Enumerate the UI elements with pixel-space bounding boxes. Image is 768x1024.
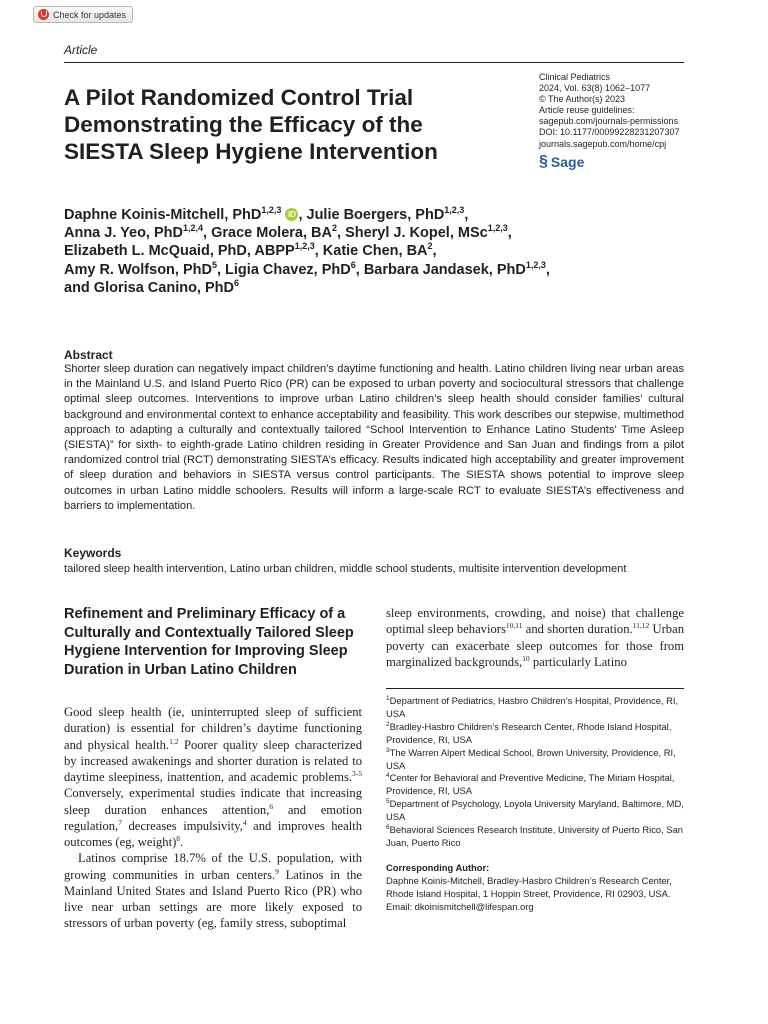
body-text-run: Poorer quality sleep characterized by increased awakenings and shorter duration is related to daytime sleepiness, inattention, and academic problems. — [64, 737, 362, 784]
body-text-run: and shorten duration. — [522, 622, 633, 637]
abstract-heading: Abstract — [64, 348, 113, 362]
doi[interactable]: DOI: 10.1177/00099228231207307 — [539, 127, 680, 138]
author-separator: , — [314, 243, 323, 260]
orcid-icon[interactable]: iD — [285, 208, 298, 221]
corresponding-author — [386, 862, 686, 914]
affiliation-text: Bradley-Hasbro Children’s Research Center, Rhode Island Hospital, Providence, RI, USA — [386, 720, 672, 745]
author-separator: , — [464, 207, 469, 223]
body-text-run: particularly Latino — [529, 654, 627, 669]
keywords-heading: Keywords — [64, 546, 122, 560]
publisher-name: Sage — [550, 154, 585, 170]
body-text-run: Good sleep health (ie, uninterrupted sleep of sufficient duration) is essential for children’s daytime functioning and physical health. — [64, 705, 362, 752]
author-affiliation-ref: 1,2,3 — [525, 259, 546, 270]
body-text-run: and emotion regulation, — [64, 802, 362, 833]
reuse-link[interactable]: sagepub.com/journals-permissions — [539, 116, 679, 127]
citation-ref: 4 — [242, 817, 247, 827]
citation-ref: 8 — [176, 833, 181, 843]
author-name: Grace Molera, BA — [211, 225, 332, 242]
author-name: Amy R. Wolfson, PhD — [64, 261, 212, 278]
author-affiliation-ref: 5 — [211, 259, 217, 270]
body-paragraph — [64, 850, 362, 931]
author-list — [64, 206, 684, 297]
author-separator: , — [298, 207, 307, 223]
affiliation-item — [386, 721, 686, 747]
author-affiliation-ref: 1,2,3 — [294, 241, 315, 252]
corresponding-address: Daphne Koinis-Mitchell, Bradley-Hasbro Children’s Research Center, Rhode Island Hospital, 1 Hoppin Street, Providence, RI 02903, USA. — [386, 874, 672, 899]
affiliation-text: Behavioral Sciences Research Institute, University of Puerto Rico, San Juan, Puerto Rico — [386, 824, 683, 848]
author-separator: , — [355, 261, 364, 278]
copyright: © The Author(s) 2023 — [539, 94, 626, 105]
author-affiliation-ref: 6 — [234, 277, 240, 288]
author-name: Barbara Jandasek, PhD — [363, 261, 526, 278]
author-name: Elizabeth L. McQuaid, PhD, ABPP — [64, 243, 295, 260]
body-text-run: . — [180, 835, 184, 849]
citation-ref: 6 — [269, 801, 274, 811]
author-name: Sheryl J. Kopel, MSc — [345, 225, 488, 242]
author-separator: , — [507, 225, 512, 242]
citation-ref: 3-5 — [352, 768, 362, 778]
affiliation-text: Center for Behavioral and Preventive Medicine, The Miriam Hospital, Providence, RI, USA — [386, 772, 675, 797]
citation-ref: 10 — [522, 653, 530, 663]
affiliation-item — [386, 695, 686, 721]
reuse-label: Article reuse guidelines: — [539, 105, 635, 116]
crossmark-icon — [38, 9, 49, 20]
author-separator: , — [337, 225, 346, 242]
author-affiliation-ref: 6 — [350, 259, 356, 270]
author-separator: , — [216, 261, 226, 278]
affiliation-item — [386, 798, 686, 824]
citation-ref: 7 — [118, 817, 122, 827]
author-affiliation-ref: 1,2,4 — [183, 223, 204, 234]
keywords-text: tailored sleep health intervention, Latino urban children, middle school students, multisite intervention development — [64, 563, 627, 575]
body-text-run: sleep environments, crowding, and noise) that challenge optimal sleep behaviors — [386, 606, 684, 637]
author-affiliation-ref: 1,2,3 — [261, 205, 282, 216]
body-text-run: Conversely, experimental studies indicate that increasing sleep duration enhances attention, — [64, 786, 362, 817]
affiliation-number: 2 — [386, 720, 390, 728]
article-type-label: Article — [64, 43, 98, 57]
author-affiliation-ref: 2 — [331, 223, 337, 234]
body-text-run: Latinos in the Mainland United States and Island Puerto Rico (PR) who live near urban settings are more likely exposed to stressors of urban poverty (eg, family stress, suboptimal — [64, 867, 362, 931]
affiliation-text: Department of Psychology, Loyola University Maryland, Baltimore, MD, USA — [386, 798, 684, 823]
author-affiliation-ref: 1,2,3 — [487, 223, 508, 234]
affiliation-number: 6 — [386, 823, 390, 831]
body-column-left — [64, 704, 362, 932]
section-heading: Refinement and Preliminary Efficacy of a Culturally and Contextually Tailored Sleep Hygiene Intervention for Improving Sleep Duration in Urban Latino Children — [64, 606, 354, 678]
affiliation-text: The Warren Alpert Medical School, Brown University, Providence, RI, USA — [386, 746, 676, 771]
check-for-updates-label: Check for updates — [53, 9, 127, 20]
author-name: Katie Chen, BA — [322, 243, 428, 260]
body-text-run: decreases impulsivity, — [121, 818, 243, 833]
body-text-run: Urban poverty can exacerbate sleep outcomes for those from marginalized backgrounds, — [386, 622, 684, 669]
citation-ref: 10,11 — [505, 621, 523, 631]
sage-s-icon: § — [539, 153, 548, 170]
author-separator: , — [432, 243, 437, 260]
corresponding-email[interactable]: Email: dkoinismitchell@lifespan.org — [386, 900, 534, 912]
volume-info: 2024, Vol. 63(8) 1062–1077 — [539, 83, 651, 94]
citation-ref: 11,12 — [632, 621, 650, 631]
author-name: Anna J. Yeo, PhD — [64, 225, 183, 242]
affiliation-number: 5 — [386, 798, 390, 806]
body-column-right — [386, 605, 684, 670]
journal-link[interactable]: journals.sagepub.com/home/cpj — [539, 138, 667, 149]
article-title: A Pilot Randomized Control Trial Demonstrating the Efficacy of the SIESTA Sleep Hygiene Intervention — [64, 85, 438, 164]
affiliation-number: 4 — [386, 772, 390, 780]
corresponding-label: Corresponding Author: — [386, 862, 490, 873]
body-text-run: and improves health outcomes (eg, weight) — [64, 818, 362, 849]
abstract-text: Shorter sleep duration can negatively impact children’s daytime functioning and health. Latino children living near urban areas in the Mainland U.S. and Island Puerto Rico (PR) can be exposed to urban poverty and sociocultural stressors that challenge optimal sleep outcomes. Interventions to improve urban Latino children’s sleep health should consider families’ cultural background and environmental context to enhance acceptability and feasibility. This work describes our stepwise, multimethod approach to adapting a culturally and contextually tailored “School Intervention to Enhance Latino Students’ Time Asleep (SIESTA)” for sixth- to eighth-grade Latino children residing in Greater Providence and San Juan and findings from a pilot randomized control trial (RCT) demonstrating SIESTA’s efficacy. Results indicated high acceptability and greater improvement of sleep duration and behaviors in SIESTA versus control participants. The SIESTA shows potential to improve sleep outcomes in urban Latino middle schoolers. Results will inform a large-scale RCT to evaluate SIESTA’s effectiveness and barriers to implementation. — [64, 363, 684, 512]
affiliation-number: 3 — [386, 746, 390, 754]
author-affiliation-ref: 1,2,3 — [444, 205, 465, 216]
author-name: Julie Boergers, PhD — [306, 207, 445, 223]
header-rule — [64, 62, 684, 63]
author-name: Ligia Chavez, PhD — [225, 261, 351, 278]
sage-logo — [539, 154, 584, 170]
affiliation-item — [386, 772, 686, 798]
author-affiliation-ref: 2 — [427, 241, 433, 252]
author-separator: , — [545, 261, 550, 278]
footnote-rule — [386, 688, 684, 689]
journal-meta — [539, 72, 679, 150]
affiliation-item — [386, 747, 686, 773]
affiliation-number: 1 — [386, 694, 390, 702]
journal-name: Clinical Pediatrics — [539, 72, 611, 82]
affiliation-text: Department of Pediatrics, Hasbro Children’s Hospital, Providence, RI, USA — [386, 695, 679, 719]
affiliations — [386, 695, 686, 850]
author-name: and Glorisa Canino, PhD — [64, 279, 234, 296]
check-for-updates-button[interactable] — [33, 6, 133, 23]
body-paragraph — [64, 704, 362, 850]
affiliation-item — [386, 824, 686, 850]
author-name: Daphne Koinis-Mitchell, PhD — [64, 207, 262, 223]
body-text-run: Latinos comprise 18.7% of the U.S. population, with growing communities in urban centers. — [64, 851, 362, 882]
author-separator: , — [203, 225, 212, 242]
citation-ref: 1,2 — [169, 736, 179, 746]
citation-ref: 9 — [275, 866, 279, 876]
